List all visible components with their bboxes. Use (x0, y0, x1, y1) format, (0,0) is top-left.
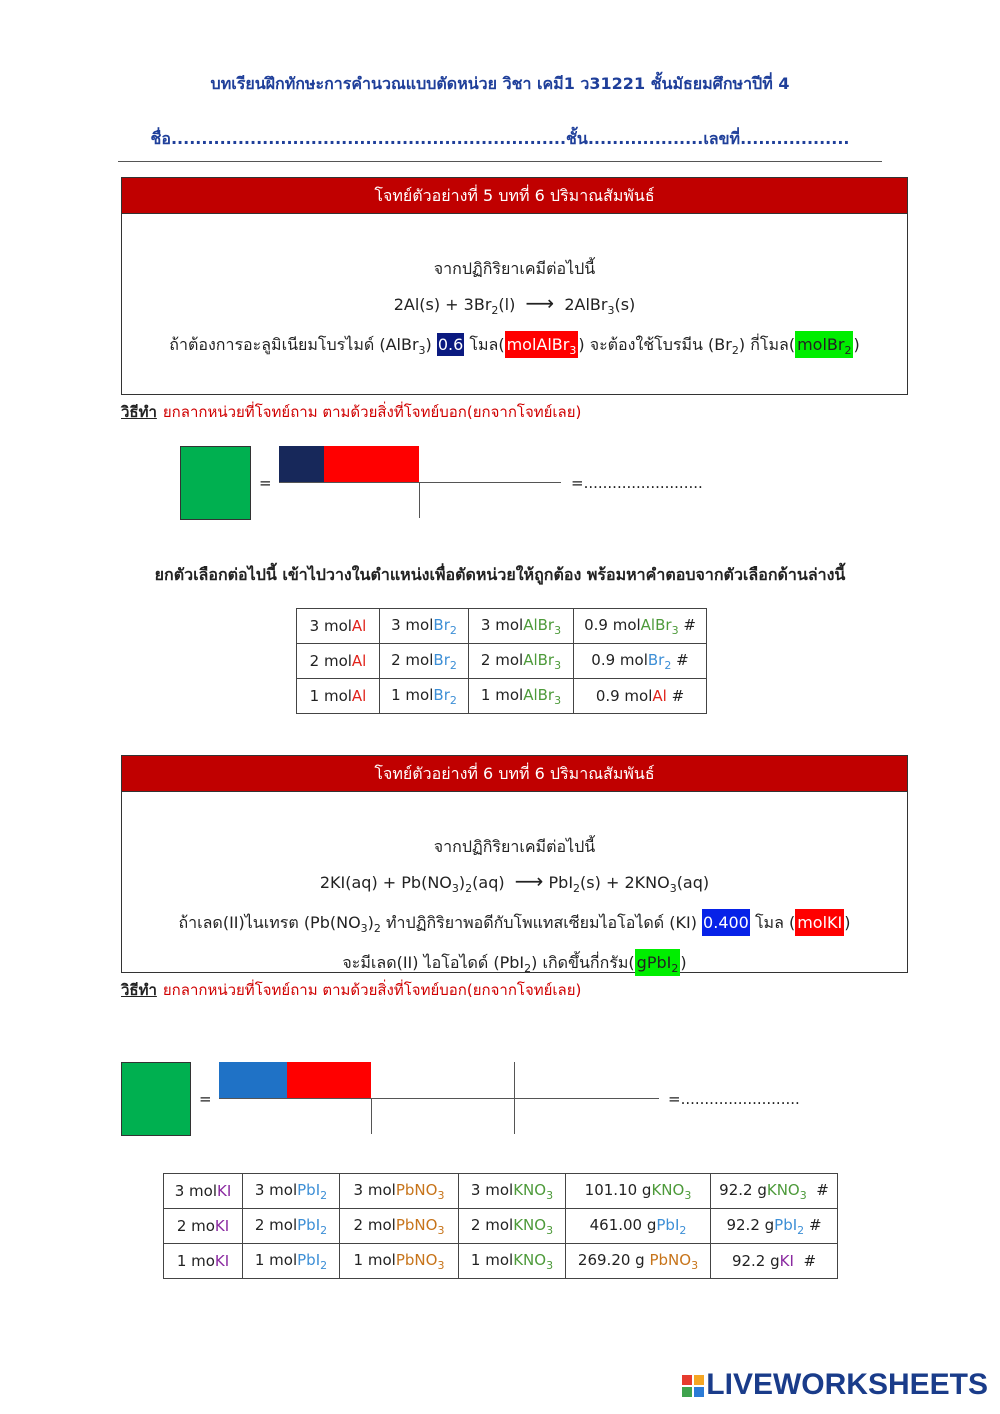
table-row (297, 679, 707, 714)
fraction-divider (371, 1098, 372, 1134)
given-unit-highlight: molAlBr$_3$ (505, 331, 579, 358)
table-row (164, 1209, 838, 1244)
option-tile[interactable]: 1 molPbNO$_3$ (340, 1244, 459, 1279)
option-tile[interactable]: 2 molAlBr$_3$ (469, 644, 574, 679)
option-tile[interactable]: 2 molBr$_2$ (380, 644, 469, 679)
liveworksheets-logo: LIVEWORKSHEETS (682, 1368, 988, 1402)
option-tile[interactable]: 92.2 gKI # (711, 1244, 838, 1279)
options-table-5 (296, 608, 707, 714)
example5-question: ถ้าต้องการอะลูมิเนียมโบรไมด์ (AlBr$_3$) 0.6 โมล( molAlBr$_3$ ) จะต้องใช้โบรมีน $(Br_2)$ กี่โมล( molBr$_2$ ) (122, 328, 907, 368)
example5-equation: $2Al(s) + 3Br_2(l)$ ⟶ 2AlBr$_3$(s) (393, 291, 636, 318)
fraction-line (279, 482, 561, 483)
option-tile[interactable]: 3 molKNO$_3$ (459, 1174, 566, 1209)
option-tile[interactable]: 2 molKNO$_3$ (459, 1209, 566, 1244)
header-divider (118, 161, 882, 162)
option-tile[interactable]: 1 molPbI$_2$ (243, 1244, 340, 1279)
given-unit-highlight: molKI (795, 909, 844, 936)
option-tile[interactable]: 3 molPbNO$_3$ (340, 1174, 459, 1209)
option-tile[interactable]: 2 molPbNO$_3$ (340, 1209, 459, 1244)
instruction-text: ยกตัวเลือกต่อไปนี้ เข้าไปวางในตำแหน่งเพื่อตัดหน่วยให้ถูกต้อง พร้อมหาคำตอบจากตัวเลือกด้านล่างนี้ (154, 565, 846, 584)
options-table-6 (163, 1173, 838, 1279)
answer-blank: =......................... (668, 1090, 800, 1108)
example6-equation: $2KI(aq) + Pb(NO_3)_2(aq)$ ⟶ $PbI_2(s) + 2KNO_3(aq)$ (319, 869, 710, 896)
option-tile[interactable]: 2 molPbI$_2$ (243, 1209, 340, 1244)
option-tile[interactable]: 0.9 molAl # (574, 679, 707, 714)
option-tile[interactable]: 2 molAl (297, 644, 380, 679)
example5-box (121, 177, 908, 395)
option-tile[interactable]: 101.10 gKNO$_3$ (566, 1174, 711, 1209)
option-tile[interactable]: 1 molAl (297, 679, 380, 714)
example6-question-2: จะมีเลด(II) ไอโอไดด์ (PbI$_2$) เกิดขึ้นกี่กรัม( gPbI$_2$ ) (122, 946, 907, 986)
drop-slot-red[interactable] (287, 1062, 371, 1098)
option-tile[interactable]: 0.9 molBr$_2$ # (574, 644, 707, 679)
example6-question-1: ถ้าเลด(II)ไนเทรต ($Pb(NO_3)_2$ ทำปฏิกิริยาพอดีกับโพแทสเซียมไอโอไดด์ (KI) 0.400 โมล ( molKI ) (122, 906, 907, 946)
option-tile[interactable]: 2 moKI (164, 1209, 243, 1244)
logo-grid-icon (682, 1375, 704, 1397)
fraction-divider (514, 1062, 515, 1134)
drop-slot-navy[interactable] (279, 446, 324, 482)
example5-intro: จากปฏิกิริยาเคมีต่อไปนี้ (433, 259, 596, 278)
answer-drop-slot-green[interactable] (180, 446, 251, 520)
fraction-line (219, 1098, 659, 1099)
option-tile[interactable]: 1 molBr$_2$ (380, 679, 469, 714)
example5-method: วิธีทำ ยกลากหน่วยที่โจทย์ถาม ตามด้วยสิ่งที่โจทย์บอก(ยกจากโจทย์เลย) (121, 403, 582, 421)
given-value-highlight: 0.400 (702, 909, 750, 936)
example6-heading: โจทย์ตัวอย่างที่ 6 บทที่ 6 ปริมาณสัมพันธ์ (122, 756, 907, 792)
table-row (297, 644, 707, 679)
equals-sign: = (199, 1090, 212, 1108)
table-row (164, 1244, 838, 1279)
option-tile[interactable]: 0.9 molAlBr$_3$ # (574, 609, 707, 644)
example6-method: วิธีทำ ยกลากหน่วยที่โจทย์ถาม ตามด้วยสิ่งที่โจทย์บอก(ยกจากโจทย์เลย) (121, 981, 582, 999)
option-tile[interactable]: 3 molAl (297, 609, 380, 644)
option-tile[interactable]: 269.20 g PbNO$_3$ (566, 1244, 711, 1279)
table-row (297, 609, 707, 644)
option-tile[interactable]: 3 molAlBr$_3$ (469, 609, 574, 644)
option-tile[interactable]: 92.2 gPbI$_2$ # (711, 1209, 838, 1244)
option-tile[interactable]: 1 molAlBr$_3$ (469, 679, 574, 714)
option-tile[interactable]: 461.00 gPbI$_2$ (566, 1209, 711, 1244)
option-tile[interactable]: 92.2 gKNO$_3$ # (711, 1174, 838, 1209)
example6-intro: จากปฏิกิริยาเคมีต่อไปนี้ (433, 837, 596, 856)
asked-unit-highlight: molBr$_2$ (795, 331, 853, 358)
option-tile[interactable]: 3 molPbI$_2$ (243, 1174, 340, 1209)
example5-heading: โจทย์ตัวอย่างที่ 5 บทที่ 6 ปริมาณสัมพันธ์ (122, 178, 907, 214)
answer-blank: =......................... (571, 474, 703, 492)
example6-box (121, 755, 908, 976)
option-tile[interactable]: 3 molKI (164, 1174, 243, 1209)
given-value-highlight: 0.6 (437, 335, 464, 355)
option-tile[interactable]: 1 moKI (164, 1244, 243, 1279)
fraction-divider (419, 482, 420, 518)
answer-drop-slot-green[interactable] (121, 1062, 191, 1136)
drop-slot-blue[interactable] (219, 1062, 287, 1098)
table-row (164, 1174, 838, 1209)
student-info-line: ชื่อ.................................................................ชั้น...................เลขที่.................. (150, 129, 850, 148)
option-tile[interactable]: 3 molBr$_2$ (380, 609, 469, 644)
page-title: บทเรียนฝึกทักษะการคำนวณแบบตัดหน่วย วิชา เคมี1 ว31221 ชั้นมัธยมศึกษาปีที่ 4 (210, 74, 790, 93)
drop-slot-red[interactable] (324, 446, 419, 482)
equals-sign: = (259, 474, 272, 492)
option-tile[interactable]: 1 molKNO$_3$ (459, 1244, 566, 1279)
asked-unit-highlight: gPbI$_2$ (635, 949, 681, 976)
